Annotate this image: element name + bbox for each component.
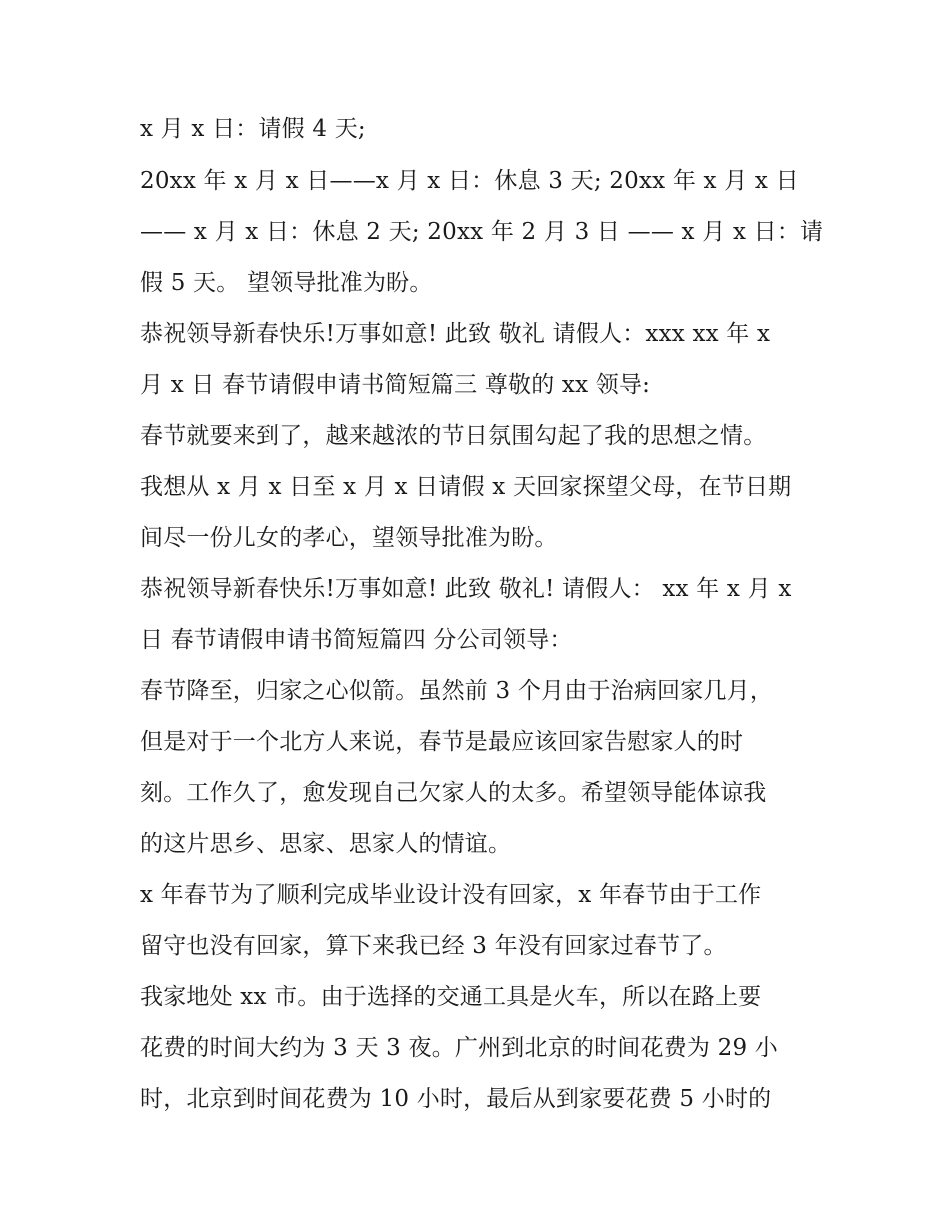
text-line: 春节降至，归家之心似箭。虽然前 3 个月由于治病回家几月，	[140, 678, 774, 704]
text-line: 时，北京到时间花费为 10 小时，最后从到家要花费 5 小时的	[140, 1086, 772, 1112]
text-line: 假 5 天。 望领导批准为盼。	[140, 270, 433, 296]
text-line: 留守也没有回家，算下来我已经 3 年没有回家过春节了。	[140, 933, 727, 959]
text-line: 但是对于一个北方人来说，春节是最应该回家告慰家人的时	[140, 729, 744, 755]
text-line: 恭祝领导新春快乐!万事如意! 此致 敬礼! 请假人： xx 年 x 月 x	[140, 576, 792, 602]
text-line: 花费的时间大约为 3 天 3 夜。广州到北京的时间花费为 29 小	[140, 1035, 778, 1061]
text-line: 恭祝领导新春快乐!万事如意! 此致 敬礼 请假人：xxx xx 年 x	[140, 321, 771, 347]
text-line: —— x 月 x 日：休息 2 天; 20xx 年 2 月 3 日 —— x 月 x 日：请	[140, 219, 824, 245]
text-line: x 年春节为了顺利完成毕业设计没有回家，x 年春节由于工作	[140, 882, 762, 908]
text-line: 间尽一份儿女的孝心，望领导批准为盼。	[140, 525, 558, 551]
text-line: 我家地处 xx 市。由于选择的交通工具是火车，所以在路上要	[140, 984, 762, 1010]
text-line: 我想从 x 月 x 日至 x 月 x 日请假 x 天回家探望父母，在节日期	[140, 474, 792, 500]
text-line: 月 x 日 春节请假申请书简短篇三 尊敬的 xx 领导:	[140, 372, 651, 398]
text-line: 的这片思乡、思家、思家人的情谊。	[140, 831, 512, 857]
text-line: 春节就要来到了，越来越浓的节日氛围勾起了我的思想之情。	[140, 423, 767, 449]
text-line: 20xx 年 x 月 x 日——x 月 x 日：休息 3 天; 20xx 年 x 月 x 日	[140, 168, 799, 194]
text-line: 刻。工作久了，愈发现自己欠家人的太多。希望领导能体谅我	[140, 780, 767, 806]
text-line: x 月 x 日：请假 4 天;	[140, 116, 366, 142]
text-line: 日 春节请假申请书简短篇四 分公司领导：	[140, 627, 573, 653]
